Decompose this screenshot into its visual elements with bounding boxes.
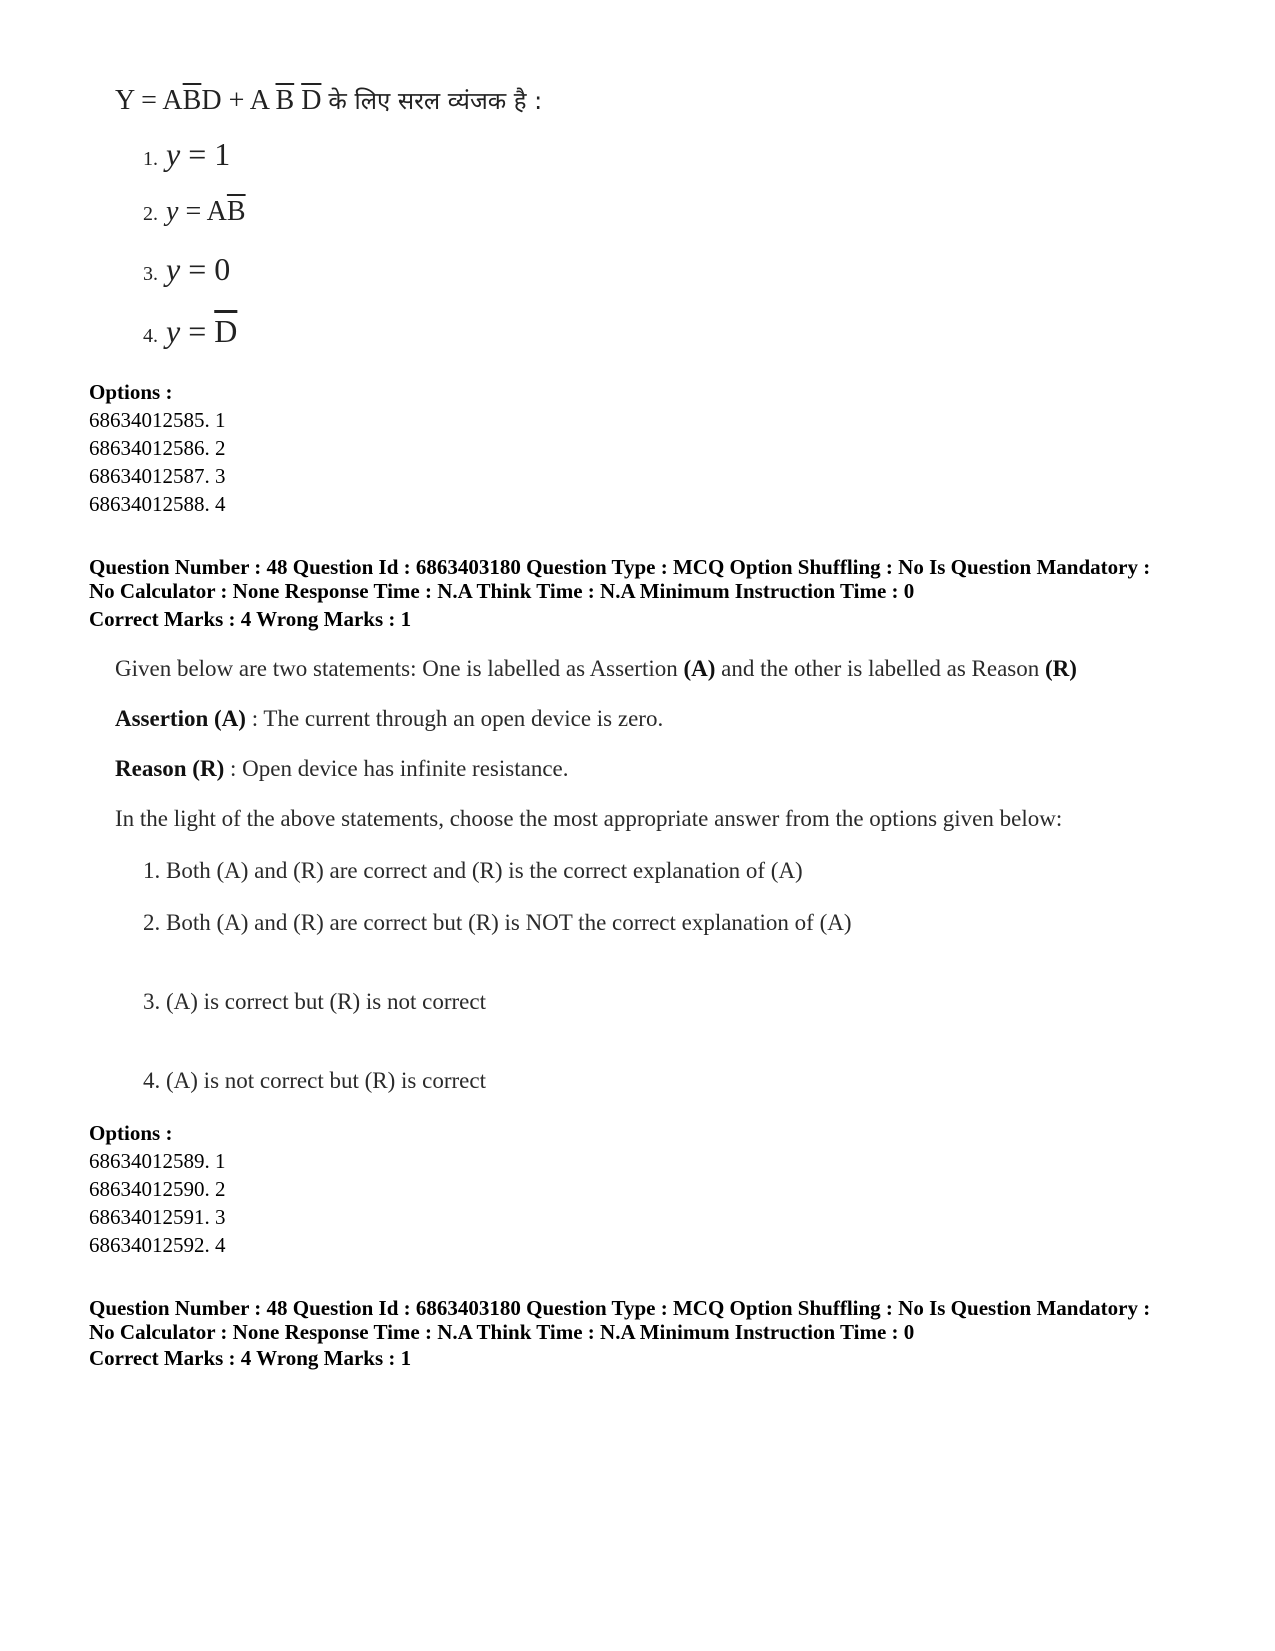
options-label: Options :: [89, 1121, 173, 1145]
formula-mid: D + A: [201, 85, 276, 116]
question-meta: Question Number : 48 Question Id : 6863403180 Question Type : MCQ Option Shuffling : No Is Question Mandatory : No Calculator : None Response Time : N.A Think Time : N.A Minimum Instruction Time : 0: [89, 555, 1151, 603]
choice-2: 2. Both (A) and (R) are correct but (R) is NOT the correct explanation of (A): [143, 910, 852, 935]
option-row: 68634012586. 2: [89, 436, 226, 460]
choice-3: 3. y = 0: [143, 251, 231, 287]
marks-line: Correct Marks : 4 Wrong Marks : 1: [89, 1346, 412, 1370]
reason-label: Reason (R): [115, 756, 225, 781]
formula-b-bar-2: $\overline{B}$: [275, 85, 295, 116]
question-meta: Question Number : 48 Question Id : 6863403180 Question Type : MCQ Option Shuffling : No Is Question Mandatory : No Calculator : None Response Time : N.A Think Time : N.A Minimum Instruction Time : 0: [89, 1296, 1151, 1344]
option-row: 68634012589. 1: [89, 1149, 226, 1173]
choice-4: 4. $y = \overline{D}$: [143, 313, 238, 349]
option-row: 68634012590. 2: [89, 1177, 226, 1201]
option-row: 68634012592. 4: [89, 1233, 226, 1257]
instruction: In the light of the above statements, choose the most appropriate answer from the options given below:: [115, 806, 1063, 831]
formula-b-bar: $\overline{B}$: [182, 85, 202, 116]
marks-line: Correct Marks : 4 Wrong Marks : 1: [89, 607, 412, 631]
assertion: Assertion (A) : The current through an open device is zero.: [115, 706, 664, 731]
formula-lhs: Y = A: [115, 85, 183, 116]
question-text-hindi: के लिए सरल व्यंजक है :: [328, 87, 543, 115]
options-label: Options :: [89, 380, 173, 404]
option-row: 68634012585. 1: [89, 408, 226, 432]
assertion-label: Assertion (A): [115, 706, 246, 731]
reason: Reason (R) : Open device has infinite resistance.: [115, 756, 569, 781]
choice-3: 3. (A) is correct but (R) is not correct: [143, 989, 486, 1014]
option-row: 68634012588. 4: [89, 492, 226, 516]
option-row: 68634012587. 3: [89, 464, 226, 488]
question-stem: [115, 84, 542, 117]
question-intro: Given below are two statements: One is labelled as Assertion (A) and the other is labelled as Reason (R): [115, 656, 1077, 681]
choice-1: 1. y = 1: [143, 136, 231, 172]
choice-2: 2. $y = A\overline{B}$: [143, 196, 246, 227]
formula-d-bar: $\overline{D}$: [301, 85, 322, 116]
choice-4: 4. (A) is not correct but (R) is correct: [143, 1068, 486, 1093]
choice-1: 1. Both (A) and (R) are correct and (R) is the correct explanation of (A): [143, 858, 803, 883]
option-row: 68634012591. 3: [89, 1205, 226, 1229]
